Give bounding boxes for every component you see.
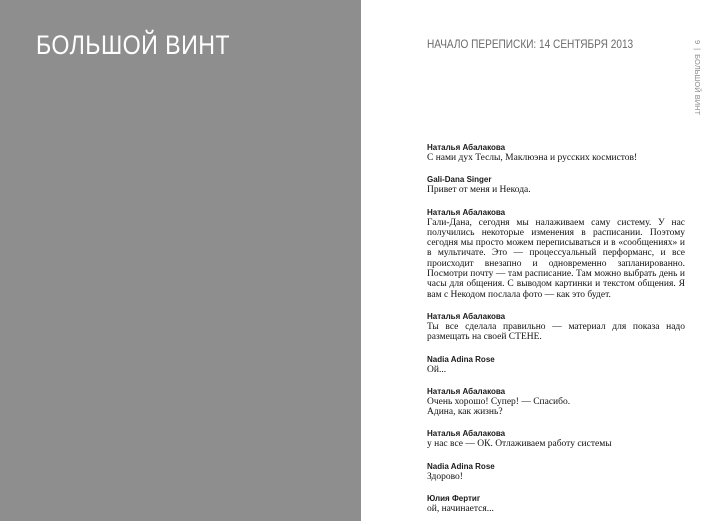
message bbox=[427, 354, 685, 375]
message-text: Привет от меня и Некода. bbox=[427, 185, 531, 196]
message-author: Nadia Adina Rose bbox=[427, 354, 495, 364]
message bbox=[427, 428, 685, 449]
conversation bbox=[427, 142, 685, 525]
book-title: БОЛЬШОЙ ВИНТ bbox=[36, 30, 231, 60]
message bbox=[427, 461, 685, 482]
section-heading: НАЧАЛО ПЕРЕПИСКИ: 14 СЕНТЯБРЯ 2013 bbox=[427, 37, 634, 51]
message bbox=[427, 207, 685, 300]
running-head-title: БОЛЬШОЙ ВИНТ bbox=[693, 54, 702, 116]
message-author: Наталья Абалакова bbox=[427, 386, 506, 396]
message bbox=[427, 142, 685, 163]
message bbox=[427, 311, 685, 343]
message-text: у нас все — ОК. Отлаживаем работу системы bbox=[427, 439, 612, 450]
message-text: Очень хорошо! Супер! — Спасибо. Адина, как жизнь? bbox=[427, 396, 571, 418]
message-text: ой, начинается... bbox=[427, 504, 494, 515]
page-number: 9 bbox=[693, 40, 702, 45]
running-head-separator: | bbox=[693, 48, 702, 51]
message-author: Gali-Dana Singer bbox=[427, 175, 492, 185]
message bbox=[427, 174, 685, 195]
message-text: Гали-Дана, сегодня мы налаживаем саму систему. У нас получились некоторые изменения в расписании. Поэтому сегодня мы просто можем переписываться и в «сообщениях» и в мультичате. Это — процессуальный перформанс, и все происходит внезапно и одновременно запланированно. Посмотри почту — там расписание. Там можно выбрать день и часы для общения. С выводом картинки и текстом общения. Я вам с Некодом послала фото — как это будет. bbox=[427, 217, 685, 300]
message-author: Наталья Абалакова bbox=[427, 429, 506, 439]
message-author: Наталья Абалакова bbox=[427, 207, 506, 217]
message-author: Nadia Adina Rose bbox=[427, 461, 495, 471]
message-text: Ой... bbox=[427, 364, 447, 375]
left-page bbox=[0, 0, 361, 521]
right-page bbox=[361, 0, 720, 521]
message-author: Наталья Абалакова bbox=[427, 311, 506, 321]
message-text: Здорово! bbox=[427, 471, 463, 482]
message-text: Ты все сделала правильно — материал для показа надо размещать на своей СТЕНЕ. bbox=[427, 321, 685, 343]
message-text: С нами дух Теслы, Маклюэна и русских космистов! bbox=[427, 153, 638, 163]
message bbox=[427, 386, 685, 418]
running-head bbox=[693, 40, 702, 115]
message-author: Наталья Абалакова bbox=[427, 143, 506, 152]
message bbox=[427, 493, 685, 514]
message-author: Юлия Фертиг bbox=[427, 494, 481, 504]
